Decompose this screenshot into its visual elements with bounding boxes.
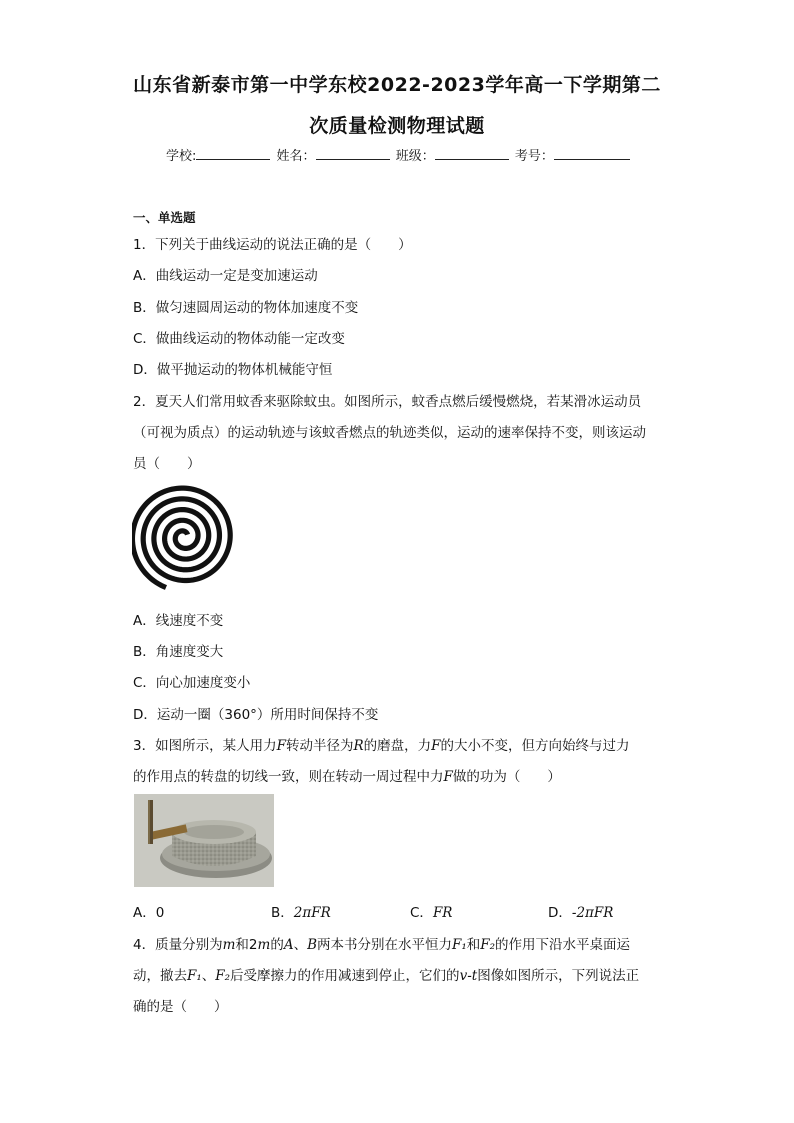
exam-title-line2: 次质量检测物理试题 <box>309 115 485 137</box>
q1-option-b: B．做匀速圆周运动的物体加速度不变 <box>133 300 359 316</box>
q1-stem: 1．下列关于曲线运动的说法正确的是（ ） <box>133 237 412 253</box>
q3-stem-line2: 的作用点的转盘的切线一致，则在转动一周过程中力F做的功为（ ） <box>133 769 561 785</box>
exam-number-blank[interactable] <box>554 147 630 160</box>
q4-stem-line2: 动，撤去F₁、F₂后受摩擦力的作用减速到停止，它们的v-t图像如图所示，下列说法正 <box>133 968 640 984</box>
name-label: 姓名： <box>276 149 316 164</box>
exam-number-label: 考号： <box>514 149 554 164</box>
q2-option-d: D．运动一圈（360°）所用时间保持不变 <box>133 707 379 723</box>
q2-stem-line2: （可视为质点）的运动轨迹与该蚊香燃点的轨迹类似，运动的速率保持不变，则该运动 <box>133 425 646 441</box>
mosquito-coil-spiral-image <box>132 484 238 590</box>
q2-option-c: C．向心加速度变小 <box>133 675 251 691</box>
q3-option-b: B．2πFR <box>271 905 331 921</box>
q2-option-b: B．角速度变大 <box>133 644 224 660</box>
school-label: 学校: <box>166 149 197 164</box>
student-info-fields <box>166 145 636 164</box>
school-blank[interactable] <box>196 147 270 160</box>
q1-option-a: A．曲线运动一定是变加速运动 <box>133 268 318 284</box>
q3-stem-line1: 3．如图所示，某人用力F转动半径为R的磨盘，力F的大小不变，但方向始终与过力 <box>133 738 630 754</box>
spiral-path <box>132 488 230 587</box>
q2-stem-line1: 2．夏天人们常用蚊香来驱除蚊虫。如图所示，蚊香点燃后缓慢燃烧，若某滑冰运动员 <box>133 394 642 410</box>
class-label: 班级： <box>395 149 435 164</box>
q4-stem-line3: 确的是（ ） <box>133 999 228 1015</box>
q3-option-d: D．-2πFR <box>548 905 614 921</box>
class-blank[interactable] <box>435 147 509 160</box>
q2-stem-line3: 员（ ） <box>133 456 201 472</box>
section-title: 一、单选题 <box>133 210 196 225</box>
q3-option-a: A．0 <box>133 905 165 921</box>
name-blank[interactable] <box>316 147 390 160</box>
q1-option-d: D．做平抛运动的物体机械能守恒 <box>133 362 333 378</box>
exam-title-line1: 山东省新泰市第一中学东校2022-2023学年高一下学期第二 <box>133 74 661 96</box>
q2-option-a: A．线速度不变 <box>133 613 224 629</box>
millstone-photo <box>134 794 274 887</box>
q4-stem-line1: 4．质量分别为m和2m的A、B两本书分别在水平恒力F₁和F₂的作用下沿水平桌面运 <box>133 937 631 953</box>
q1-option-c: C．做曲线运动的物体动能一定改变 <box>133 331 345 347</box>
q3-option-c: C．FR <box>410 905 453 921</box>
